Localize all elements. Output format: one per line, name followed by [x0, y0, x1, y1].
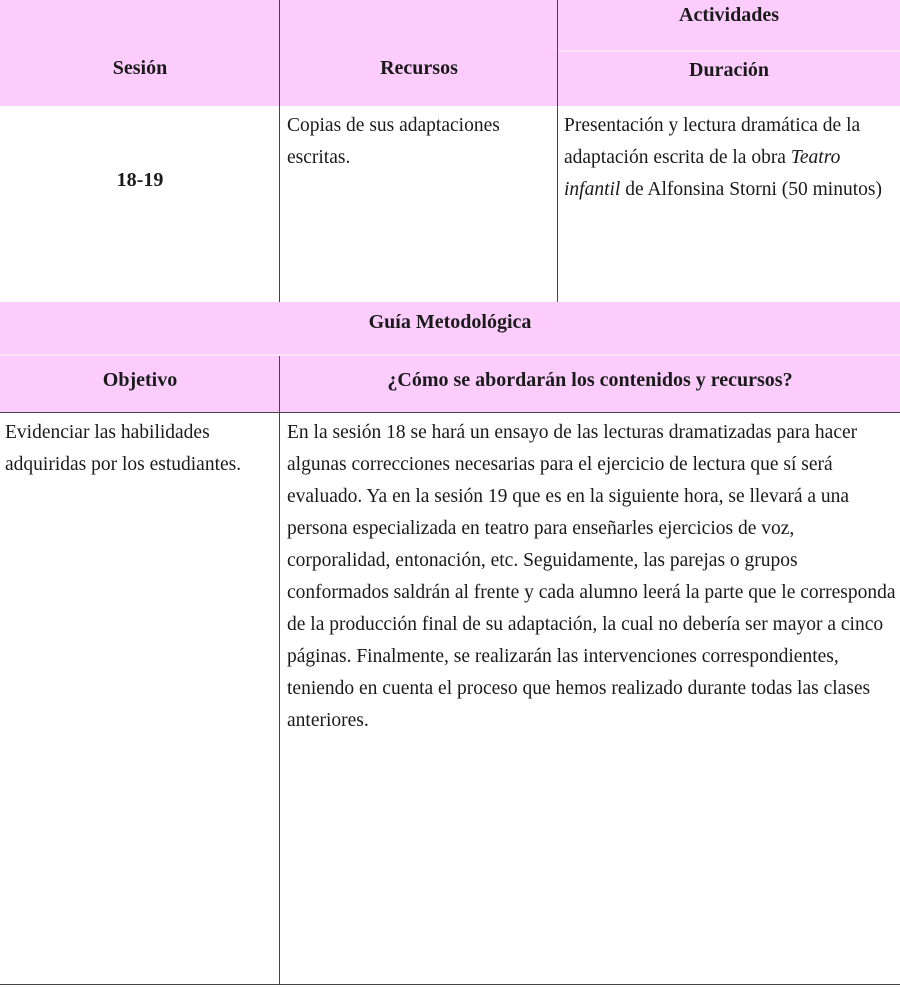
- guide-separator: [0, 354, 900, 356]
- guide-header-bottom-line: [0, 412, 900, 413]
- activity-text-part2: de Alfonsina Storni (50 minutos): [625, 179, 882, 200]
- activities-header: Actividades: [679, 3, 779, 26]
- table-bottom-line: [0, 984, 900, 985]
- activities-cell: [564, 110, 900, 206]
- activity-work-title: Teatro infantil: [564, 147, 841, 200]
- guide-divider: [279, 356, 280, 984]
- approach-cell: En la sesión 18 se hará un ensayo de las lecturas dramatizadas para hacer algunas correcciones necesarias para el ejercicio de lectura que sí será evaluado. Ya en la sesión 19 que es en la siguiente hora, se llevará a una persona especializada en teatro para enseñarles ejercicios de voz, corporalidad, entonación, etc. Seguidamente, las parejas o grupos conformados saldrán al frente y cada alumno leerá la parte que le corresponda de la producción final de su adaptación, la cual no debería ser mayor a cinco páginas. Finalmente, se realizarán las intervenciones correspondientes, teniendo en cuenta el proceso que hemos realizado durante todas las clases anteriores.: [287, 422, 896, 731]
- approach-header: ¿Cómo se abordarán los contenidos y recursos?: [387, 368, 793, 391]
- resources-cell: Copias de sus adaptaciones escritas.: [287, 115, 500, 168]
- activity-text-part1: Presentación y lectura dramática de la adaptación escrita de la obra: [564, 115, 861, 168]
- guide-title: Guía Metodológica: [368, 310, 532, 333]
- objective-header: Objetivo: [102, 368, 178, 391]
- objective-cell: Evidenciar las habilidades adquiridas por los estudiantes.: [5, 422, 242, 475]
- top-divider-2: [557, 0, 558, 302]
- top-divider-1: [279, 0, 280, 302]
- session-value: 18-19: [116, 168, 164, 191]
- session-header: Sesión: [112, 56, 168, 79]
- duration-header: Duración: [689, 58, 769, 81]
- resources-header: Recursos: [380, 56, 458, 79]
